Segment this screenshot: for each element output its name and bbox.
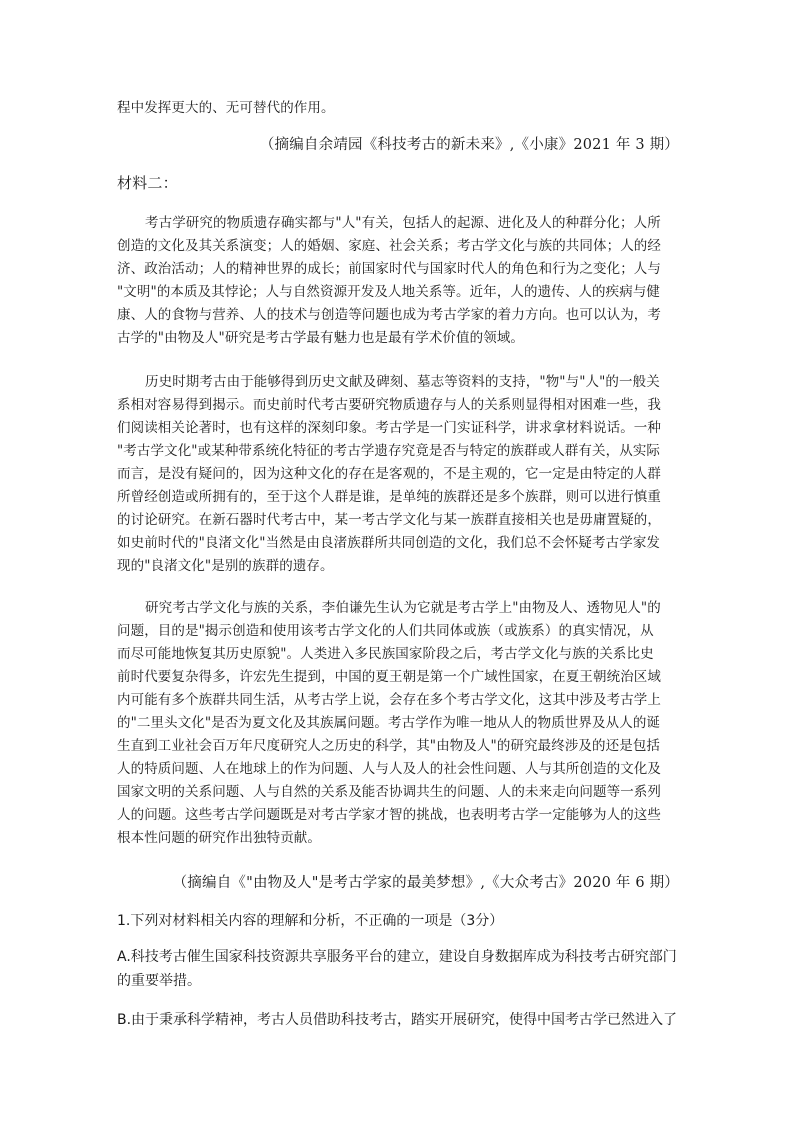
material-2-heading: 材料二： xyxy=(117,174,178,192)
paragraph-2-line: 所曾经创造或所拥有的，至于这个人群是谁，是单纯的族群还是多个族群，则可以进行慎重 xyxy=(117,489,661,505)
paragraph-3-line: 人的问题。这些考古学问题既是对考古学家才智的挑战，也表明考古学一定能够为人的这些 xyxy=(117,807,661,823)
source-citation-2: （摘编自《"由物及人"是考古学家的最美梦想》,《大众考古》2020 年 6 期） xyxy=(172,875,679,891)
paragraph-1-line: 康、人的食物与营养、人的技术与创造等问题也成为考古学家的着力方向。也可以认为，考 xyxy=(117,307,661,323)
paragraph-3-line: 人的特质问题、人在地球上的作为问题、人与人及人的社会性问题、人与其所创造的文化及 xyxy=(117,761,661,777)
paragraph-3-line: 研究考古学文化与族的关系，李伯谦先生认为它就是考古学上"由物及人、透物见人"的 xyxy=(145,600,661,616)
paragraph-3-line: 而尽可能地恢复其历史原貌"。人类进入多民族国家阶段之后，考古学文化与族的关系比史 xyxy=(117,646,654,662)
paragraph-3-line: 前时代要复杂得多，许宏先生提到，中国的夏王朝是第一个广域性国家，在夏王朝统治区域 xyxy=(117,669,661,685)
paragraph-2-line: 现的"良渚文化"是别的族群的遗存。 xyxy=(117,558,334,574)
paragraph-3-line: 内可能有多个族群共同生活，从考古学上说，会存在多个考古学文化，这其中涉及考古学上 xyxy=(117,692,661,708)
paragraph-3-line: 根本性问题的研究作出独特贡献。 xyxy=(117,830,321,846)
paragraph-1-line: 创造的文化及其关系演变；人的婚姻、家庭、社会关系；考古学文化与族的共同体；人的经 xyxy=(117,238,661,254)
paragraph-3-line: 的"二里头文化"是否为夏文化及其族属问题。考古学作为唯一地从人的物质世界及从人的诞 xyxy=(117,715,661,731)
option-a-line: 的重要举措。 xyxy=(117,973,201,989)
paragraph-1-line: 考古学研究的物质遗存确实都与"人"有关，包括人的起源、进化及人的种群分化；人所 xyxy=(145,215,661,231)
paragraph-2-line: 历史时期考古由于能够得到历史文献及碑刻、墓志等资料的支持，"物"与"人"的一般关 xyxy=(145,374,660,390)
paragraph-1-line: 济、政治活动；人的精神世界的成长；前国家时代与国家时代人的角色和行为之变化；人与 xyxy=(117,261,661,277)
paragraph-1-line: 古学的"由物及人"研究是考古学最有魅力也是最有学术价值的领域。 xyxy=(117,330,525,346)
paragraph-2-line: "考古学文化"或某种带系统化特征的考古学遗存究竟是否与特定的族群或人群有关，从实际 xyxy=(117,443,661,459)
paragraph-2-line: 如史前时代的"良渚文化"当然是由良渚族群所共同创造的文化，我们总不会怀疑考古学家发 xyxy=(117,535,661,551)
option-b-line: B.由于秉承科学精神，考古人员借助科技考古，踏实开展研究，使得中国考古学已然进入了 xyxy=(117,1012,678,1028)
option-a-line: A.科技考古催生国家科技资源共享服务平台的建立，建设自身数据库成为科技考古研究部门 xyxy=(117,949,677,965)
paragraph-3-line: 生直到工业社会百万年尺度研究人之历史的科学，其"由物及人"的研究最终涉及的还是包括 xyxy=(117,738,661,754)
paragraph-2-line: 系相对容易得到揭示。而史前时代考古要研究物质遗存与人的关系则显得相对困难一些，我 xyxy=(117,397,661,413)
paragraph-2-line: 的讨论研究。在新石器时代考古中，某一考古学文化与某一族群直接相关也是毋庸置疑的， xyxy=(117,512,661,528)
paragraph-3-line: 国家文明的关系问题、人与自然的关系及能否协调共生的问题、人的未来走向问题等一系列 xyxy=(117,784,661,800)
source-citation-1: （摘编自余靖园《科技考古的新未来》,《小康》2021 年 3 期） xyxy=(259,137,679,153)
question-1: 1.下列对材料相关内容的理解和分析，不正确的一项是（3分） xyxy=(117,913,504,929)
paragraph-1-line: "文明"的本质及其悖论；人与自然资源开发及人地关系等。近年，人的遗传、人的疾病与健 xyxy=(117,284,661,300)
paragraph-2-line: 们阅读相关论著时，也有这样的深刻印象。考古学是一门实证科学，讲求拿材料说话。一种 xyxy=(117,420,661,436)
top-fragment-line: 程中发挥更大的、无可替代的作用。 xyxy=(117,100,335,116)
paragraph-3-line: 问题，目的是"揭示创造和使用该考古学文化的人们共同体或族（或族系）的真实情况，从 xyxy=(117,623,654,639)
paragraph-2-line: 而言，是没有疑问的，因为这种文化的存在是客观的，不是主观的，它一定是由特定的人群 xyxy=(117,466,661,482)
